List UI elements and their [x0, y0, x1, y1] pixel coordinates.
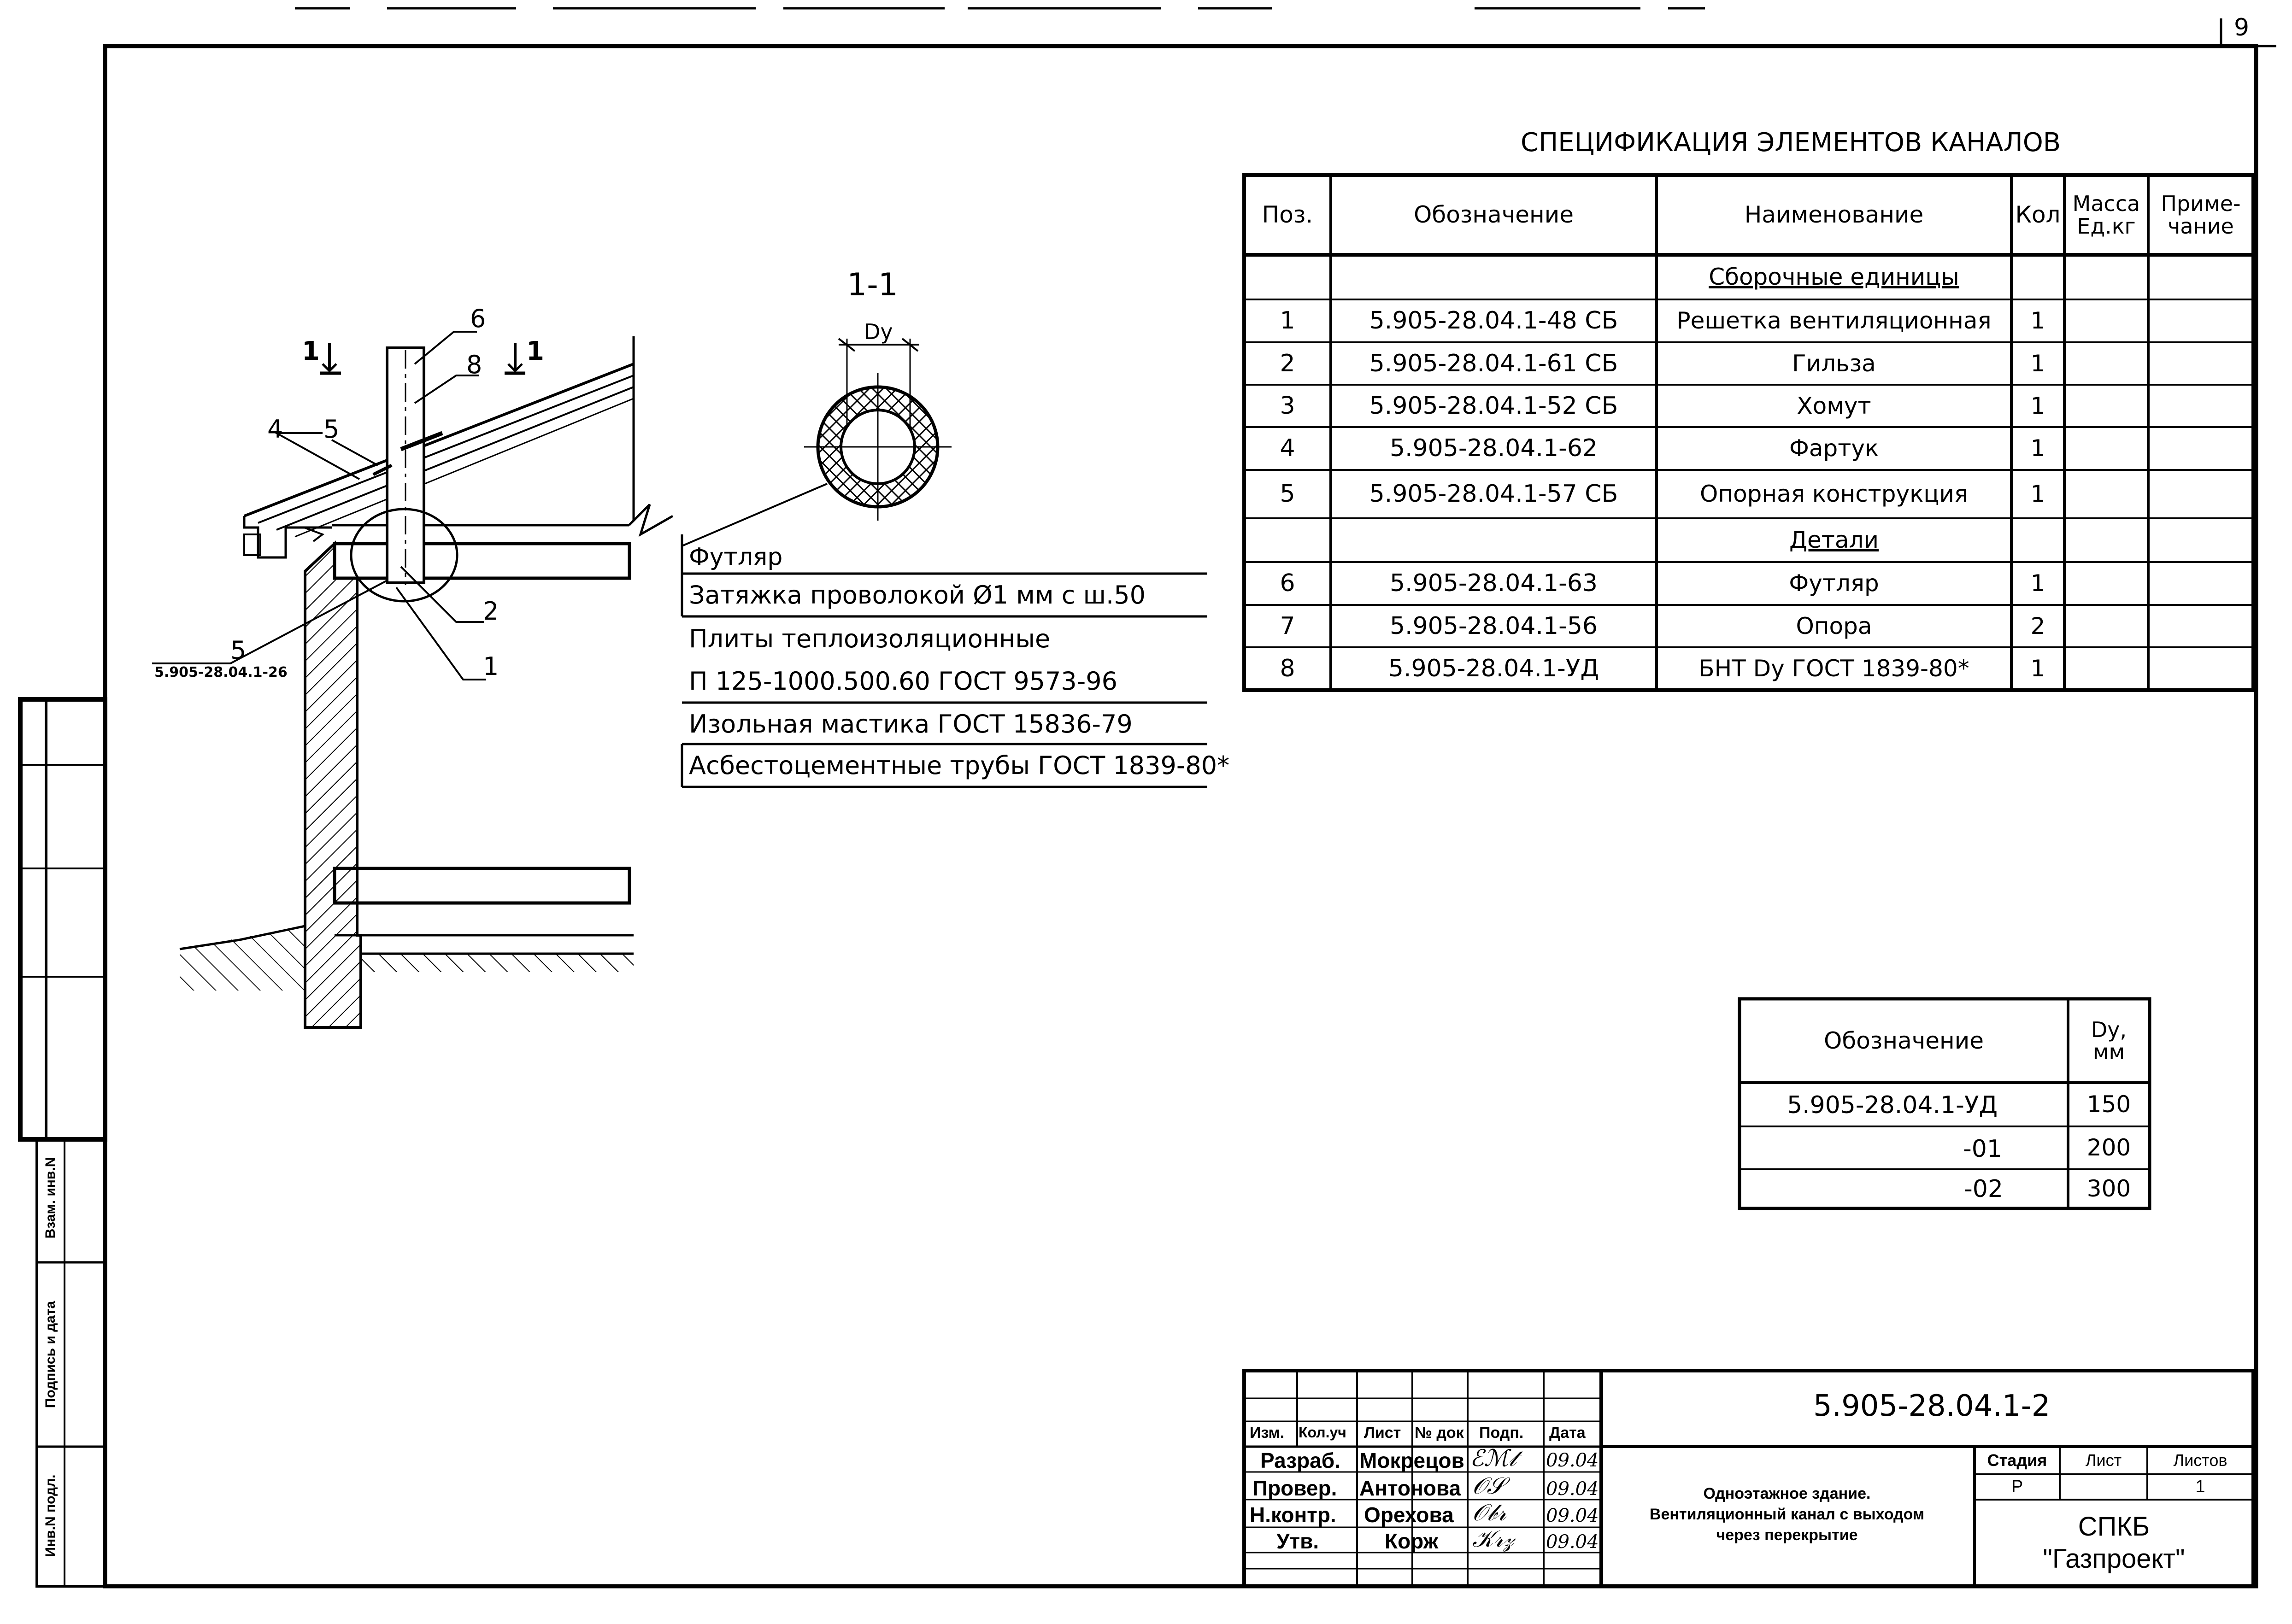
spec-qty: 1 [2030, 435, 2045, 462]
legend-lines [682, 534, 1207, 787]
legend-casing: Футляр [689, 543, 783, 571]
tb-desc-line1: Одноэтажное здание. [1703, 1485, 1871, 1502]
tb-stage-header: Стадия [1987, 1451, 2047, 1470]
dy-header-dy [2068, 999, 2150, 1083]
spec-qty: 1 [2030, 350, 2045, 377]
spec-code: 5.905-28.04.1-62 [1389, 434, 1598, 463]
section-dim-label: Dy [864, 319, 893, 344]
spec-code: 5.905-28.04.1-57 СБ [1369, 480, 1618, 508]
tb-desc-line3: через перекрытие [1716, 1526, 1858, 1544]
side-stamp-frame [20, 699, 105, 1586]
spec-header-pos: Поз. [1262, 201, 1313, 229]
spec-header-note-line2: чание [2168, 213, 2234, 239]
cut-mark-right: 1 [526, 336, 544, 366]
tb-date: 09.04 [1546, 1505, 1599, 1526]
dy-header-dy-unit: мм [2092, 1039, 2125, 1064]
legend-pipes: Асбестоцементные трубы ГОСТ 1839-80* [689, 751, 1230, 780]
spec-header-qty: Кол [2015, 201, 2061, 229]
dy-code: 5.905-28.04.1-УД [1787, 1091, 1998, 1119]
callout-6: 6 [470, 304, 486, 333]
spec-pos: 7 [1280, 612, 1295, 640]
section-1-1 [682, 339, 952, 546]
legend-plates-gost: П 125-1000.500.60 ГОСТ 9573-96 [689, 667, 1117, 696]
dy-code: -01 [1963, 1135, 2002, 1163]
ref-code: 5.905-28.04.1-26 [154, 664, 288, 680]
spec-name: Решетка вентиляционная [1676, 307, 1992, 334]
callout-1: 1 [483, 652, 499, 681]
tb-signature: 𝒪𝒷𝓇 [1472, 1499, 1506, 1526]
dy-value: 150 [2086, 1091, 2131, 1118]
spec-header-note [2148, 175, 2253, 255]
spec-header-name: Наименование [1744, 201, 1924, 229]
callout-4: 4 [267, 415, 283, 444]
tb-signature: ℰℳ𝓉 [1470, 1445, 1516, 1472]
tb-org-line1: СПКБ [2078, 1512, 2150, 1542]
spec-pos: 5 [1280, 480, 1295, 508]
tb-name: Антонова [1359, 1476, 1461, 1500]
spec-qty: 2 [2030, 612, 2045, 639]
ref-pos: 5 [230, 636, 247, 665]
spec-qty: 1 [2030, 655, 2045, 682]
tb-desc-line2: Вентиляционный канал с выходом [1649, 1506, 1925, 1523]
spec-name: Фартук [1789, 435, 1879, 462]
tb-date: 09.04 [1546, 1450, 1599, 1471]
dy-header-dy-line1: Dy, [2091, 1017, 2127, 1042]
tb-col-sheet: Лист [1364, 1424, 1401, 1442]
stamp-original-inv: Инв.N подл. [43, 1474, 58, 1557]
tb-col-sign: Подп. [1479, 1424, 1524, 1442]
tb-org [1975, 1500, 2253, 1586]
tb-signature: 𝒦𝓇𝓏 [1472, 1525, 1514, 1552]
sheet-number: 9 [2234, 14, 2250, 41]
spec-name: Опорная конструкция [1700, 481, 1968, 508]
tb-role: Н.контр. [1250, 1503, 1336, 1527]
tb-date: 09.04 [1546, 1478, 1599, 1500]
spec-code: 5.905-28.04.1-61 СБ [1369, 349, 1618, 377]
callout-8: 8 [466, 350, 482, 379]
cut-mark-left: 1 [302, 336, 320, 366]
spec-pos: 1 [1280, 307, 1295, 335]
spec-qty: 1 [2030, 481, 2045, 508]
doc-code: 5.905-28.04.1-2 [1813, 1389, 2051, 1423]
callout-5: 5 [323, 415, 340, 444]
tb-stage: Р [2011, 1477, 2023, 1496]
spec-qty: 1 [2030, 307, 2045, 334]
spec-code: 5.905-28.04.1-63 [1389, 569, 1598, 598]
spec-pos: 8 [1280, 655, 1295, 683]
spec-name: БНТ Dy ГОСТ 1839-80* [1698, 655, 1969, 682]
dy-code: -02 [1964, 1175, 2003, 1203]
dy-value: 300 [2086, 1175, 2131, 1202]
spec-code: 5.905-28.04.1-52 СБ [1369, 392, 1618, 420]
spec-pos: 4 [1280, 434, 1295, 463]
dy-value: 200 [2086, 1134, 2131, 1161]
spec-title: СПЕЦИФИКАЦИЯ ЭЛЕМЕНТОВ КАНАЛОВ [1521, 128, 2061, 158]
spec-pos: 2 [1280, 349, 1295, 377]
tb-col-change: Изм. [1250, 1424, 1285, 1442]
tb-name: Корж [1385, 1529, 1439, 1553]
spec-name: Хомут [1797, 392, 1871, 419]
dy-header-code: Обозначение [1824, 1027, 1984, 1054]
legend-plates: Плиты теплоизоляционные [689, 624, 1051, 653]
spec-code: 5.905-28.04.1-УД [1388, 655, 1599, 683]
spec-name: Гильза [1792, 350, 1876, 377]
spec-header-mass-line2: Ед.кг [2077, 213, 2136, 239]
tb-sheets: 1 [2195, 1477, 2205, 1496]
tb-role: Провер. [1252, 1476, 1337, 1500]
spec-qty: 1 [2030, 392, 2045, 419]
tb-date: 09.04 [1546, 1531, 1599, 1553]
tb-col-date: Дата [1549, 1424, 1586, 1442]
tb-sheets-header: Листов [2173, 1451, 2227, 1470]
spec-pos: 6 [1280, 569, 1295, 598]
tb-signature: 𝒪𝒮 [1472, 1472, 1505, 1499]
tb-name: Орехова [1364, 1503, 1454, 1527]
spec-pos: 3 [1280, 392, 1295, 420]
legend-wire: Затяжка проволокой Ø1 мм с ш.50 [689, 580, 1146, 610]
tb-col-docno: № док [1415, 1424, 1464, 1442]
spec-header-code: Обозначение [1414, 201, 1574, 229]
tb-sheet-header: Лист [2085, 1451, 2122, 1470]
spec-header-mass [2064, 175, 2148, 255]
spec-group-details: Детали [1789, 527, 1879, 554]
tb-name: Мокрецов [1359, 1448, 1464, 1472]
spec-header-note-line1: Приме- [2161, 191, 2241, 217]
tb-col-count: Кол.уч [1299, 1424, 1346, 1441]
spec-code: 5.905-28.04.1-56 [1389, 612, 1598, 640]
spec-qty: 1 [2030, 570, 2045, 597]
stamp-replace-inv: Взам. инв.N [43, 1157, 58, 1239]
spec-header-mass-line1: Масса [2072, 191, 2140, 217]
tb-org-line2: "Газпроект" [2043, 1544, 2185, 1574]
spec-code: 5.905-28.04.1-48 СБ [1369, 307, 1618, 335]
section-label: 1-1 [847, 267, 899, 303]
stamp-signature-date: Подпись и дата [43, 1301, 58, 1408]
spec-name: Футляр [1789, 570, 1879, 597]
callout-2: 2 [483, 597, 499, 626]
tb-role: Разраб. [1260, 1448, 1340, 1472]
hatched-wall [305, 544, 361, 1027]
spec-group-assembly: Сборочные единицы [1709, 264, 1959, 291]
spec-name: Опора [1796, 612, 1872, 639]
legend-mastic: Изольная мастика ГОСТ 15836-79 [689, 709, 1133, 739]
tb-role: Утв. [1276, 1529, 1319, 1553]
